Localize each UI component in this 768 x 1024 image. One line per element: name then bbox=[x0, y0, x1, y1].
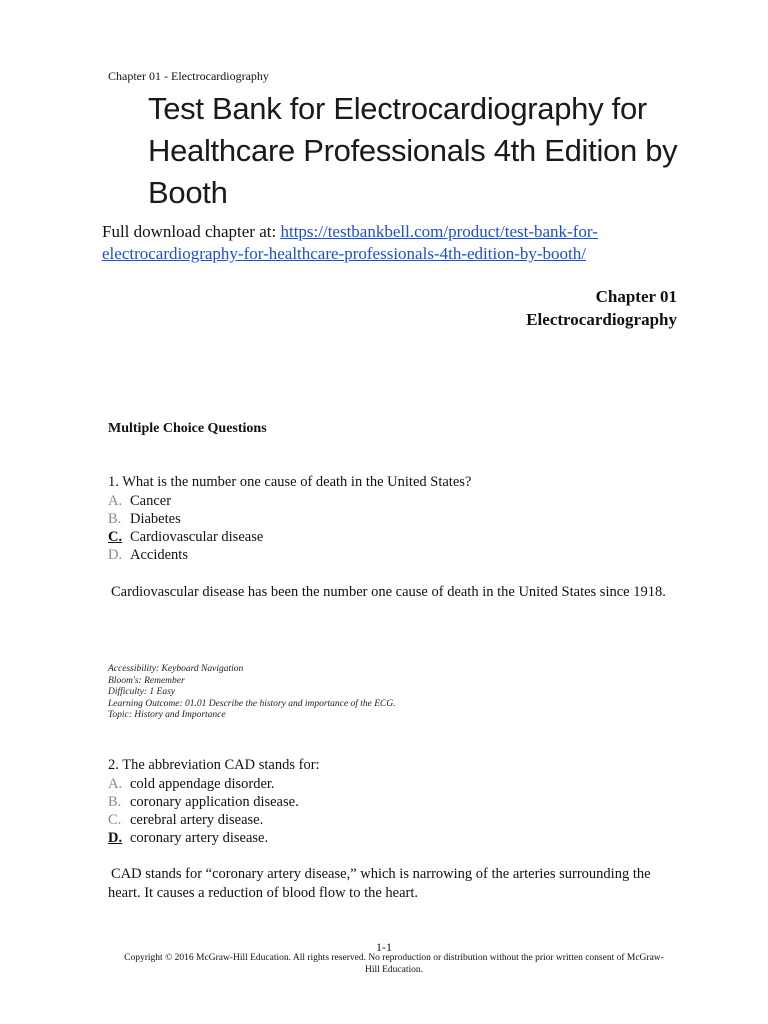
copyright-notice: Copyright © 2016 McGraw-Hill Education. All rights reserved. No reproduction or distribution without the prior written consent of McGraw-Hill Education. bbox=[124, 953, 664, 975]
option-text: Cardiovascular disease bbox=[130, 529, 264, 545]
question-1-metadata bbox=[108, 664, 668, 722]
download-link[interactable]: https://testbankbell.com/product/test-bank-for-electrocardiography-for-healthcare-professionals-4th-edition-by-booth/ bbox=[102, 222, 598, 263]
option-text: Cancer bbox=[130, 493, 172, 509]
meta-accessibility: Accessibility: Keyboard Navigation bbox=[108, 664, 244, 674]
document-title: Test Bank for Electrocardiography for Healthcare Professionals 4th Edition by Booth bbox=[148, 91, 678, 210]
option-text: coronary artery disease. bbox=[130, 830, 269, 846]
download-line bbox=[102, 221, 682, 265]
option-b bbox=[108, 793, 688, 811]
running-header: Chapter 01 - Electrocardiography bbox=[108, 69, 269, 83]
meta-topic: Topic: History and Importance bbox=[108, 710, 226, 720]
download-label: Full download chapter at: bbox=[102, 222, 281, 241]
option-text: Diabetes bbox=[130, 511, 181, 527]
chapter-title: Electrocardiography bbox=[526, 310, 677, 329]
option-b bbox=[108, 510, 688, 528]
option-letter: C. bbox=[108, 812, 122, 828]
option-a bbox=[108, 492, 688, 510]
option-letter: D. bbox=[108, 547, 123, 563]
section-title: Multiple Choice Questions bbox=[108, 421, 267, 436]
option-c bbox=[108, 811, 688, 829]
explanation-2: CAD stands for “coronary artery disease,” which is narrowing of the arteries surrounding the heart. It causes a reduction of blood flow to the heart. bbox=[108, 866, 651, 901]
option-text: cold appendage disorder. bbox=[130, 776, 275, 792]
question-stem: 2. The abbreviation CAD stands for: bbox=[108, 757, 320, 773]
option-c-correct bbox=[108, 528, 688, 546]
option-d bbox=[108, 546, 688, 564]
option-letter: B. bbox=[108, 511, 122, 527]
option-text: cerebral artery disease. bbox=[130, 812, 264, 828]
option-letter: A. bbox=[108, 776, 123, 792]
question-stem: 1. What is the number one cause of death in the United States? bbox=[108, 474, 472, 490]
option-text: Accidents bbox=[130, 547, 188, 563]
option-text: coronary application disease. bbox=[130, 794, 299, 810]
question-2 bbox=[108, 756, 688, 847]
meta-difficulty: Difficulty: 1 Easy bbox=[108, 687, 176, 697]
explanation-1: Cardiovascular disease has been the number one cause of death in the United States since 1918. bbox=[111, 584, 666, 600]
option-letter: D. bbox=[108, 830, 123, 846]
question-1 bbox=[108, 473, 688, 564]
option-letter: A. bbox=[108, 493, 123, 509]
option-a bbox=[108, 775, 688, 793]
chapter-number: Chapter 01 bbox=[595, 287, 677, 306]
meta-learning-outcome: Learning Outcome: 01.01 Describe the history and importance of the ECG. bbox=[108, 698, 396, 709]
option-d-correct bbox=[108, 829, 688, 847]
meta-blooms: Bloom's: Remember bbox=[108, 675, 185, 686]
chapter-heading bbox=[526, 285, 677, 331]
option-letter: B. bbox=[108, 794, 122, 810]
option-letter: C. bbox=[108, 529, 123, 545]
page-number: 1-1 bbox=[376, 940, 392, 954]
